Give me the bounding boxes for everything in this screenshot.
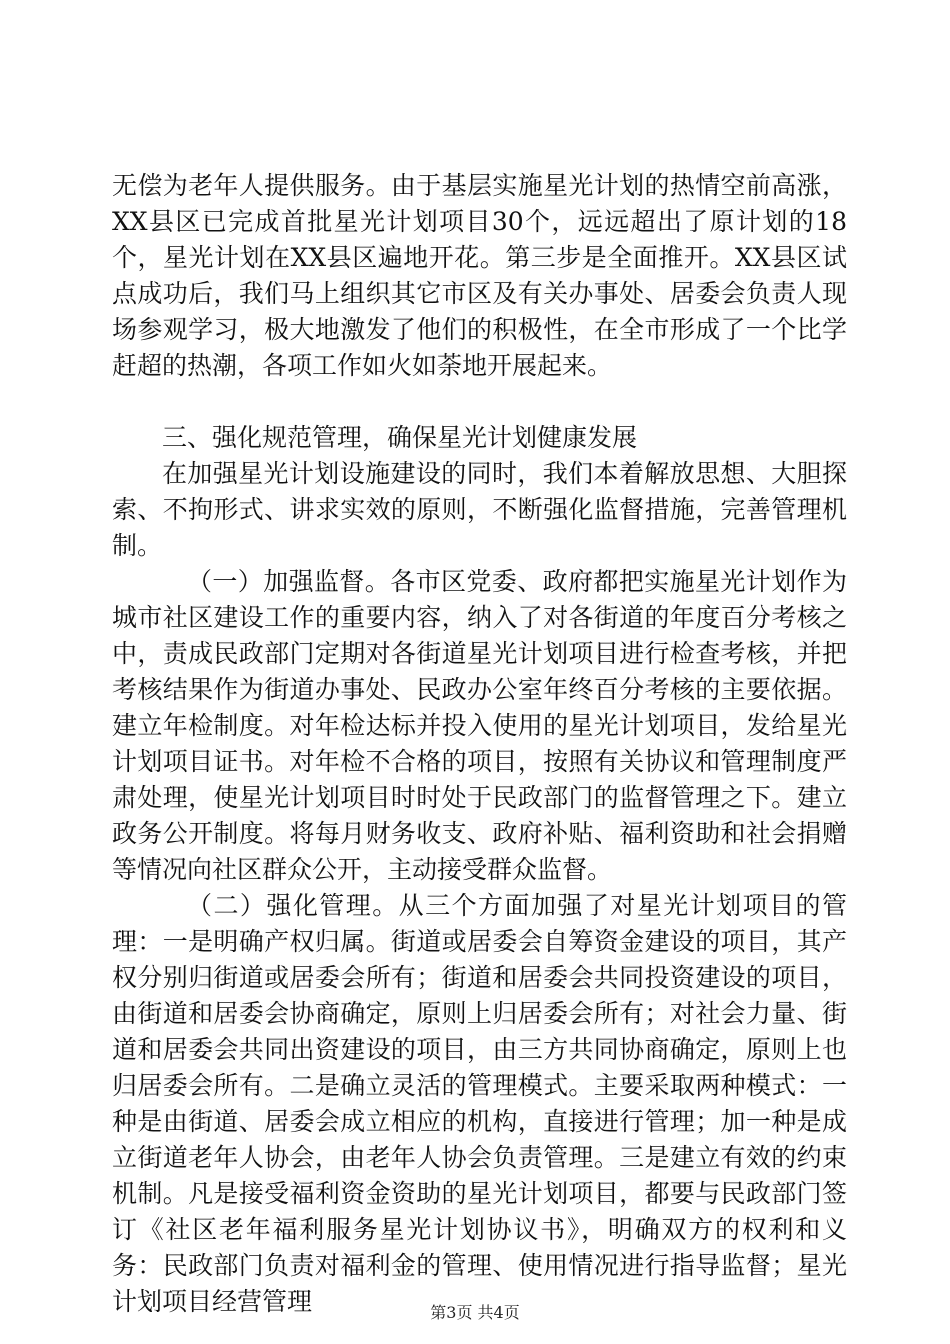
body-paragraph-intro: 在加强星光计划设施建设的同时，我们本着解放思想、大胆探索、不拘形式、讲求实效的原则，不断强化监督措施，完善管理机制。 (112, 459, 847, 560)
body-paragraph-continuation: 无偿为老年人提供服务。由于基层实施星光计划的热情空前高涨，XX县区已完成首批星光计划项目30个，远远超出了原计划的18个，星光计划在XX县区遍地开花。第三步是全面推开。XX县区试点成功后，我们马上组织其它市区及有关办事处、居委会负责人现场参观学习，极大地激发了他们的积极性，在全市形成了一个比学赶超的热潮，各项工作如火如荼地开展起来。 (112, 171, 847, 380)
document-body (112, 168, 847, 1320)
page-number-footer: 第3页 共4页 (430, 1303, 520, 1322)
body-paragraph-management: （二）强化管理。从三个方面加强了对星光计划项目的管理：一是明确产权归属。街道或居委会自筹资金建设的项目，其产权分别归街道或居委会所有；街道和居委会共同投资建设的项目，由街道和居委会协商确定，原则上归居委会所有；对社会力量、街道和居委会共同出资建设的项目，由三方共同协商确定，原则上也归居委会所有。二是确立灵活的管理模式。主要采取两种模式：一种是由街道、居委会成立相应的机构，直接进行管理；加一种是成立街道老年人协会，由老年人协会负责管理。三是建立有效的约束机制。凡是接受福利资金资助的星光计划项目，都要与民政部门签订《社区老年福利服务星光计划协议书》，明确双方的权利和义务：民政部门负责对福利金的管理、使用情况进行指导监督；星光计划项目经营管理 (112, 891, 847, 1316)
section-heading-3: 三、强化规范管理，确保星光计划健康发展 (162, 423, 638, 452)
body-paragraph-supervision: （一）加强监督。各市区党委、政府都把实施星光计划作为城市社区建设工作的重要内容，纳入了对各街道的年度百分考核之中，责成民政部门定期对各街道星光计划项目进行检查考核，并把考核结果作为街道办事处、民政办公室年终百分考核的主要依据。建立年检制度。对年检达标并投入使用的星光计划项目，发给星光计划项目证书。对年检不合格的项目，按照有关协议和管理制度严肃处理，使星光计划项目时时处于民政部门的监督管理之下。建立政务公开制度。将每月财务收支、政府补贴、福利资助和社会捐赠等情况向社区群众公开，主动接受群众监督。 (112, 567, 847, 884)
